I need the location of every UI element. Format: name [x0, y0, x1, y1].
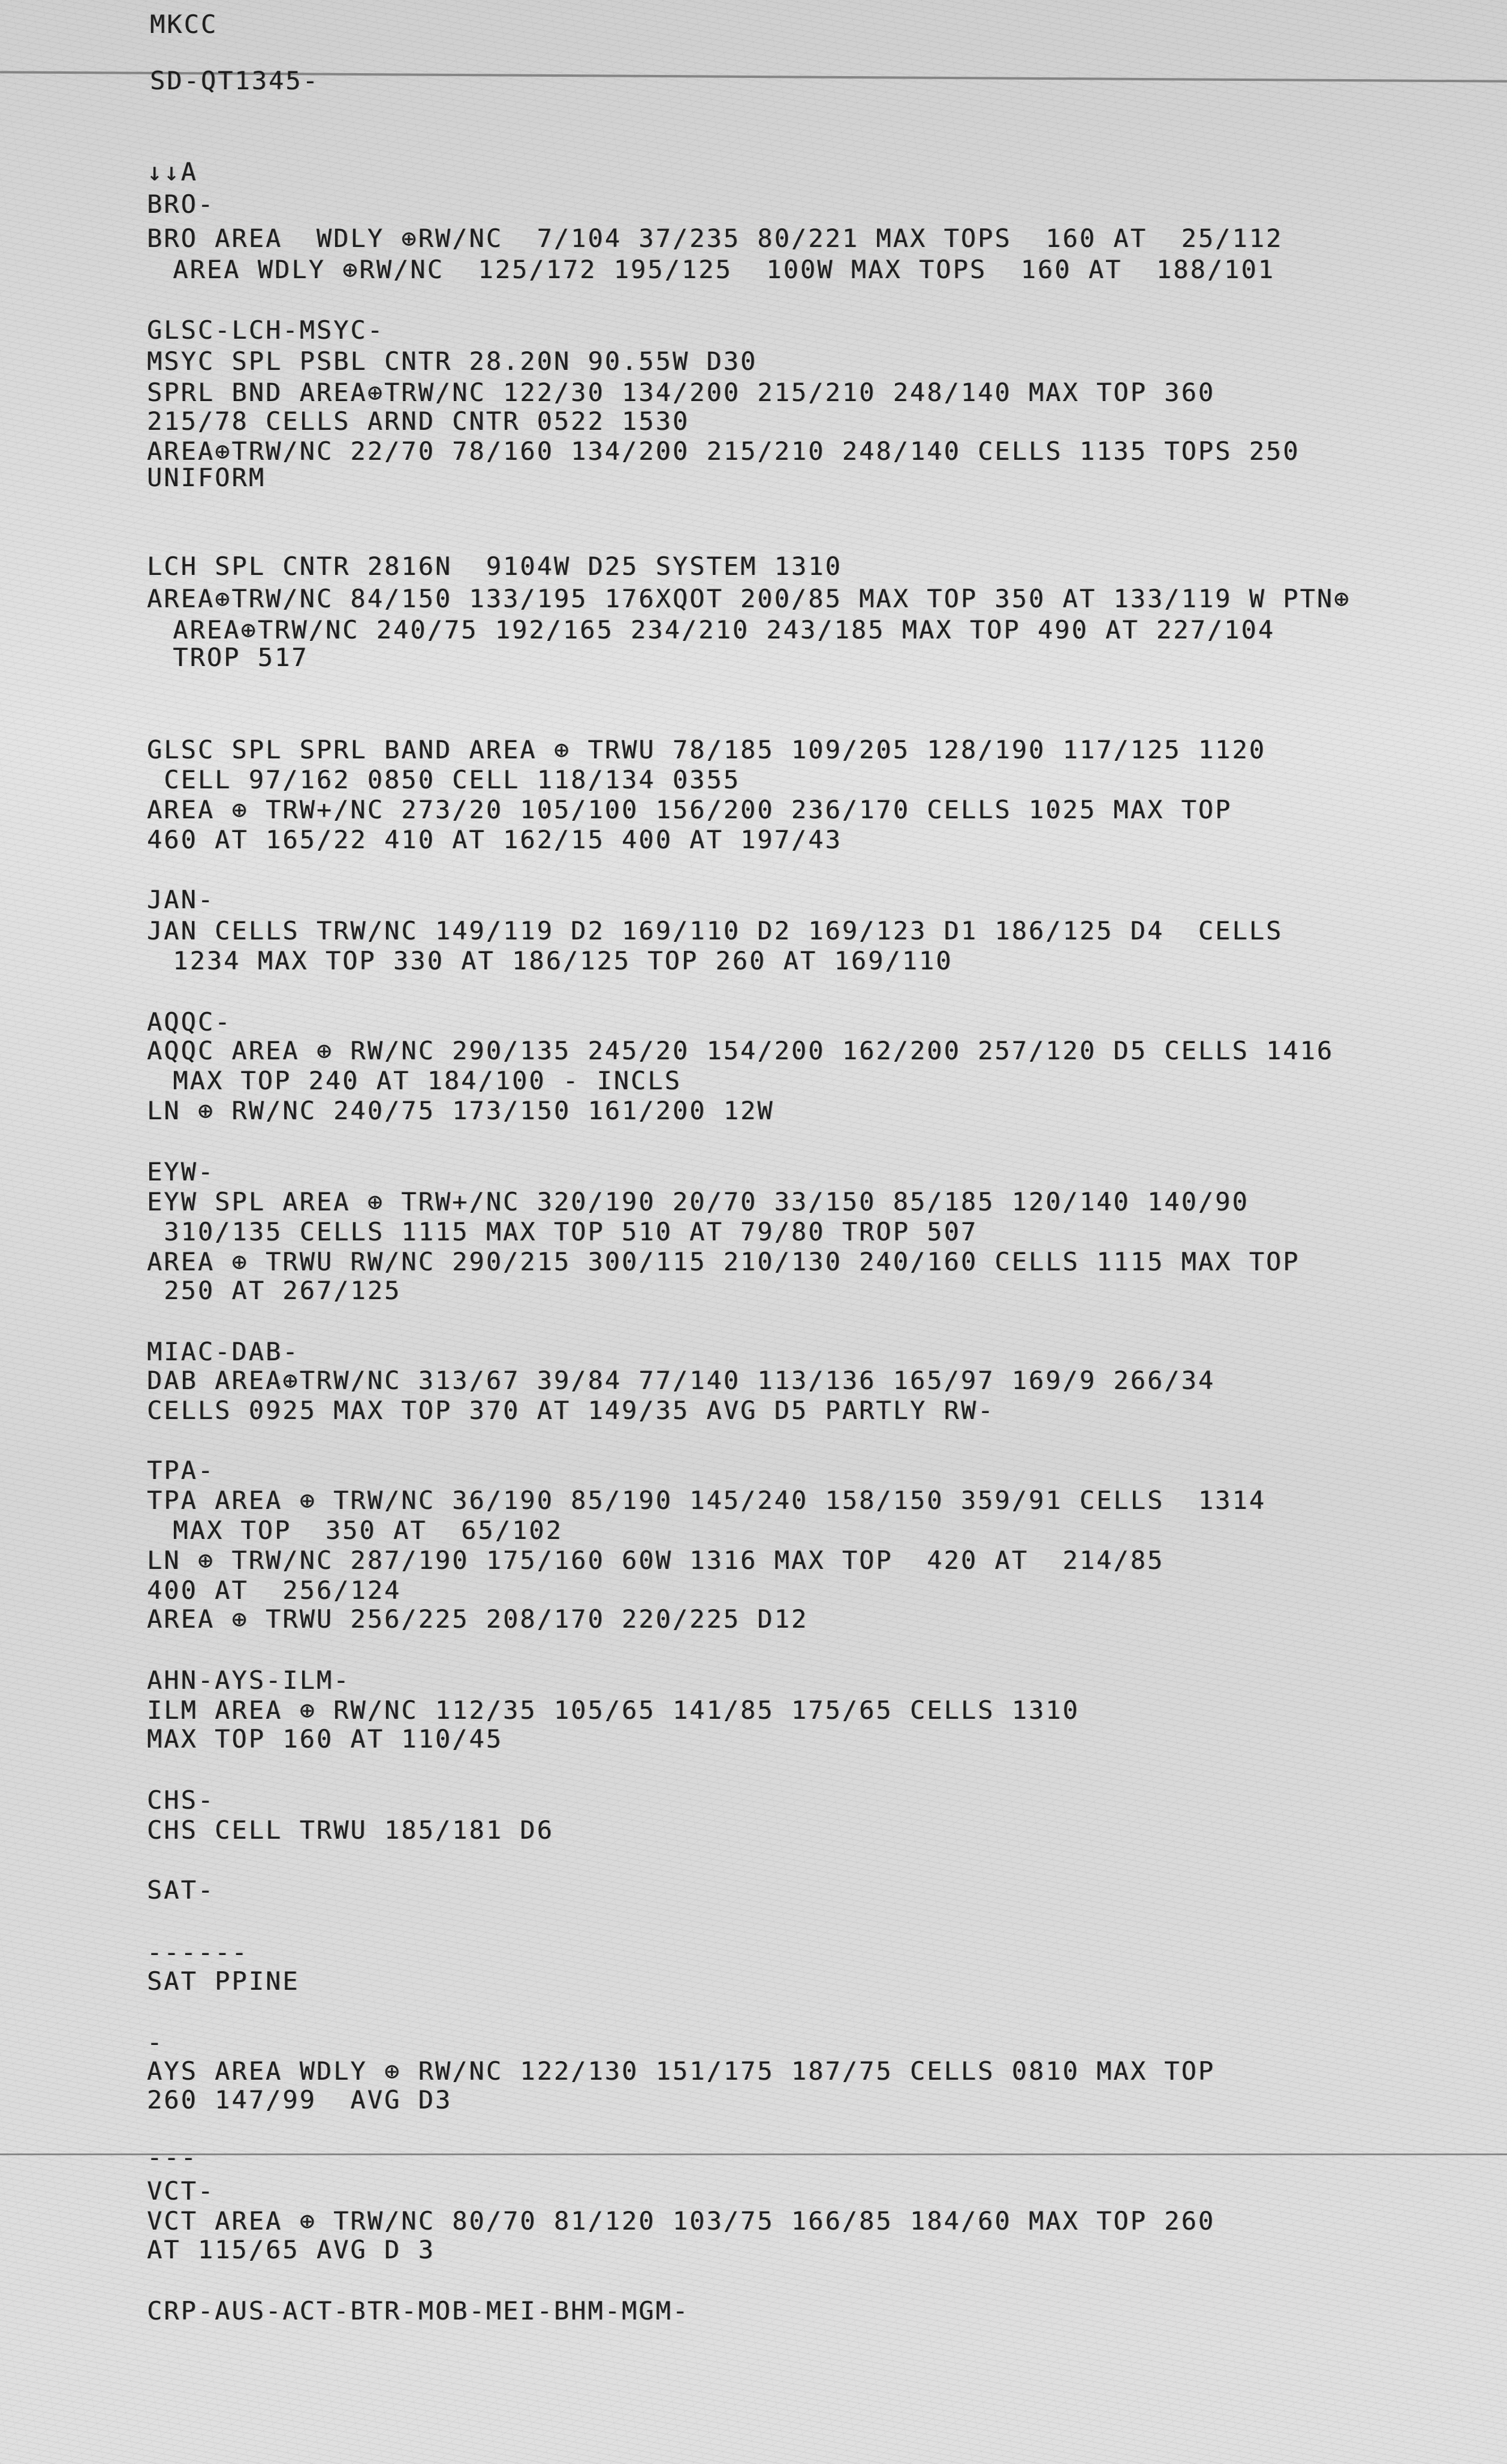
message-line: MAX TOP 350 AT 65/102 — [156, 1516, 563, 1545]
message-line: MIAC-DAB- — [147, 1337, 300, 1366]
message-line: AREA⊕TRW/NC 240/75 192/165 234/210 243/185 MAX TOP 490 AT 227/104 — [156, 615, 1275, 644]
message-line: AREA WDLY ⊕RW/NC 125/172 195/125 100W MAX TOPS 160 AT 188/101 — [156, 255, 1275, 284]
message-line: AREA⊕TRW/NC 22/70 78/160 134/200 215/210 248/140 CELLS 1135 TOPS 250 — [147, 436, 1300, 466]
message-line: LCH SPL CNTR 2816N 9104W D25 SYSTEM 1310 — [147, 552, 842, 581]
message-line: BRO AREA WDLY ⊕RW/NC 7/104 37/235 80/221 MAX TOPS 160 AT 25/112 — [147, 224, 1283, 253]
message-line: AHN-AYS-ILM- — [147, 1665, 351, 1695]
message-line: MAX TOP 240 AT 184/100 - INCLS — [156, 1066, 682, 1095]
message-line: GLSC-LCH-MSYC- — [147, 315, 385, 345]
message-line: 1234 MAX TOP 330 AT 186/125 TOP 260 AT 169/110 — [156, 946, 953, 975]
message-line: ↓↓A — [147, 157, 198, 186]
message-line: UNIFORM — [147, 463, 266, 492]
message-line: JAN- — [147, 885, 215, 914]
message-line: LN ⊕ TRW/NC 287/190 175/160 60W 1316 MAX TOP 420 AT 214/85 — [147, 1546, 1165, 1575]
message-line: AQQC AREA ⊕ RW/NC 290/135 245/20 154/200 162/200 257/120 D5 CELLS 1416 — [147, 1036, 1334, 1065]
message-line: AQQC- — [147, 1007, 232, 1037]
message-line: DAB AREA⊕TRW/NC 313/67 39/84 77/140 113/136 165/97 169/9 266/34 — [147, 1366, 1216, 1395]
message-line: AREA ⊕ TRW+/NC 273/20 105/100 156/200 236/170 CELLS 1025 MAX TOP — [147, 795, 1232, 824]
message-line: VCT AREA ⊕ TRW/NC 80/70 81/120 103/75 166/85 184/60 MAX TOP 260 — [147, 2206, 1216, 2236]
message-line: 215/78 CELLS ARND CNTR 0522 1530 — [147, 406, 690, 436]
message-line: ------ — [147, 1938, 249, 1967]
message-line: AREA⊕TRW/NC 84/150 133/195 176XQOT 200/85 MAX TOP 350 AT 133/119 W PTN⊕ — [147, 584, 1351, 613]
message-line: 460 AT 165/22 410 AT 162/15 400 AT 197/43 — [147, 825, 842, 854]
message-line: TPA AREA ⊕ TRW/NC 36/190 85/190 145/240 158/150 359/91 CELLS 1314 — [147, 1486, 1266, 1515]
sd-header-line: SD-QT1345- — [150, 66, 320, 95]
message-line: MAX TOP 160 AT 110/45 — [147, 1724, 504, 1754]
message-line: CRP-AUS-ACT-BTR-MOB-MEI-BHM-MGM- — [147, 2296, 690, 2326]
message-line: 250 AT 267/125 — [147, 1276, 402, 1305]
message-line: BRO- — [147, 189, 215, 219]
message-line: SAT PPINE — [147, 1966, 300, 1996]
message-line: SAT- — [147, 1875, 215, 1905]
message-line: GLSC SPL SPRL BAND AREA ⊕ TRWU 78/185 109/205 128/190 117/125 1120 — [147, 735, 1266, 764]
message-line: MSYC SPL PSBL CNTR 28.20N 90.55W D30 — [147, 347, 758, 376]
message-line: SPRL BND AREA⊕TRW/NC 122/30 134/200 215/210 248/140 MAX TOP 360 — [147, 378, 1216, 407]
message-line: 400 AT 256/124 — [147, 1576, 402, 1605]
message-line: AT 115/65 AVG D 3 — [147, 2235, 435, 2264]
message-line: TROP 517 — [156, 643, 309, 672]
message-line: AYS AREA WDLY ⊕ RW/NC 122/130 151/175 187/75 CELLS 0810 MAX TOP — [147, 2056, 1216, 2086]
message-line: LN ⊕ RW/NC 240/75 173/150 161/200 12W — [147, 1096, 774, 1125]
station-header: MKCC — [150, 10, 218, 39]
message-line: CELLS 0925 MAX TOP 370 AT 149/35 AVG D5 PARTLY RW- — [147, 1396, 995, 1425]
bottom-rule-line — [0, 2153, 1507, 2155]
message-line: 310/135 CELLS 1115 MAX TOP 510 AT 79/80 TROP 507 — [147, 1217, 978, 1246]
message-line: CHS- — [147, 1785, 215, 1815]
message-line: JAN CELLS TRW/NC 149/119 D2 169/110 D2 169/123 D1 186/125 D4 CELLS — [147, 916, 1283, 945]
message-line: CELL 97/162 0850 CELL 118/134 0355 — [147, 765, 741, 794]
message-line: - — [147, 2028, 164, 2057]
message-line: EYW- — [147, 1157, 215, 1186]
message-line: 260 147/99 AVG D3 — [147, 2085, 453, 2114]
message-line: CHS CELL TRWU 185/181 D6 — [147, 1815, 554, 1845]
message-line: TPA- — [147, 1456, 215, 1485]
message-line: AREA ⊕ TRWU 256/225 208/170 220/225 D12 — [147, 1604, 809, 1634]
message-line: EYW SPL AREA ⊕ TRW+/NC 320/190 20/70 33/150 85/185 120/140 140/90 — [147, 1187, 1249, 1216]
message-line: ILM AREA ⊕ RW/NC 112/35 105/65 141/85 175/65 CELLS 1310 — [147, 1695, 1080, 1725]
message-line: VCT- — [147, 2176, 215, 2206]
message-line: --- — [147, 2143, 198, 2172]
message-line: AREA ⊕ TRWU RW/NC 290/215 300/115 210/130 240/160 CELLS 1115 MAX TOP — [147, 1247, 1300, 1276]
